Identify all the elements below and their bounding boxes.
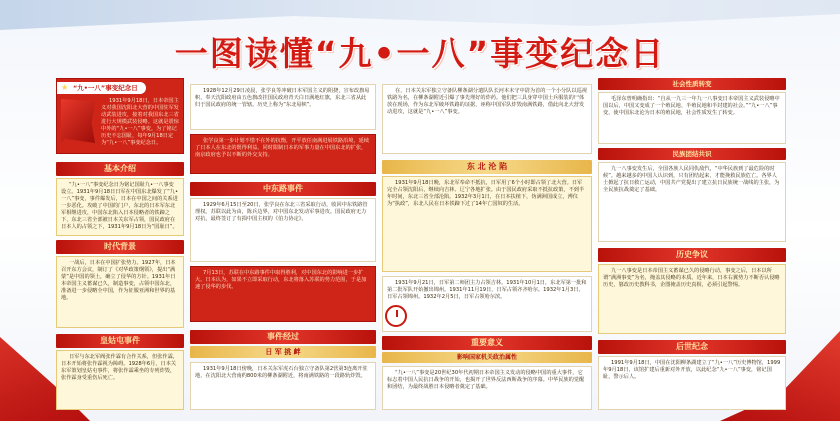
basic-intro-text: “九•一八”事变纪念日为铭记国耻九•一八事变设立。1931年9月18日日军在中国东北爆发了“九•一八”事变，事件爆发后，日本在中国之间的关系进一步恶化。攻破了中国的门户，东北的日本军东北军相继进攻，中国东北陷入日本侵略者的铁蹄之下，东北三省全部被日本关东军占领，国民政府在日本人的占领之下，1931年9月18日为“国耻日”。: [61, 182, 179, 230]
fall-text: 1931年9月18日晚，东北军奉命不抵抗，日军用了6个小时即占领了北大营。日军完全占领沈阳后，继续向吉林、辽宁各地扩张。由于国民政府采取不抵抗政策，不到半年时间，东北三省全部沦陷。1932年3月1日，在日本扶植下，伪满洲国成立，溥仪为“执政”，东北人民在日本铁蹄下过了14年亡国奴的生活。: [387, 180, 585, 207]
unity-tab-label: 民族团结共识: [672, 150, 712, 158]
section-head-memorial-label: 后世纪念: [676, 342, 708, 351]
dispute-text: 九一八事变是日本帝国主义蓄谋已久的侵略行动，事变之后，日本以所谓“满洲事变”为名，掩盖其侵略的本质。近年来，日本右翼势力不断否认侵略历史，篡改历史教科书，企图掩盖历史真相，必须引起警惕。: [603, 268, 780, 288]
section-head-basic: [56, 162, 184, 176]
section-head-dispute: [598, 248, 786, 262]
party-flag-icon: [61, 99, 95, 143]
anniversary-tab: [57, 82, 146, 94]
title-area: [0, 28, 840, 72]
section-head-cer-label: 中东路事件: [263, 184, 303, 193]
zhang-policy-text: 张学良第一步计划不惜不在外的抗衡，开平放任南满进展铁路沿境，延续了日本人在东北的既得利益。同时限制日本的军事力量在中国东北的扩张，南京政府也予以不断的外交支持。: [195, 138, 370, 158]
cer-text: 1929年6月15日至20日，张学良在东北三省采取行动，收回中东铁路管理权。苏联以此为由，陈兵边界，对中国东北发动军事进攻。国民政府无力对抗，最终签订了有损中国主权的《伯力协定》。: [195, 202, 368, 222]
column-4: [598, 78, 786, 416]
intro-panel: [56, 78, 184, 154]
section-head-fall: [382, 160, 592, 174]
page-title: 一图读懂“九•一八”事变纪念日: [174, 34, 666, 73]
cer-result-panel: [190, 266, 376, 322]
zhang-policy-panel: [190, 134, 376, 174]
star-icon: ★: [61, 83, 69, 92]
flag-change-text: 1928年12月29日凌晨，张学良等冲破日本军国主义的阻挠，宣布改旗易帜，奉天沈阳政府由五色旗改挂国民政府青天白日满地红旗，东北三省从此归于国民政府的统一管辖。历史上称为“东北易帜”。: [195, 88, 370, 108]
provocation-panel: [190, 362, 376, 410]
background-panel: [56, 256, 184, 328]
section-head-cer: [190, 182, 376, 196]
section-head-significance-label: 重要意义: [471, 338, 503, 347]
background-text: 一战后，日本在中国扩张势力。1927年，日本召开东方会议，制订了《对华政策纲领》，提出“满蒙”是中国的领土，确立了侵华的方针。1931年日本帝国主义蓄谋已久，制造事变，占领中国东北，准备进一步侵略全中国，作为征服亚洲和世界的基地。: [61, 260, 176, 301]
column-3: [382, 78, 592, 416]
section-head-background-label: 时代背景: [104, 242, 136, 251]
section-head-significance: [382, 336, 592, 350]
society-tab-label: 社会性质转变: [672, 80, 712, 88]
section-head-background: [56, 240, 184, 254]
fall-panel: [382, 176, 592, 272]
section-head-process: [190, 330, 376, 344]
cer-panel: [190, 198, 376, 262]
content-board: [56, 78, 786, 416]
society-tab: [598, 78, 786, 90]
huanggutun-text: 日军与东北军阀张作霖有合作关系，但张作霖，日本开始将张作霖视为障碍。1928年6月，日本关东军策划皇姑屯事件，将张作霖乘坐的专列炸毁，张作霖身受重伤后死亡。: [61, 354, 178, 381]
section-head-process-label: 事件经过: [267, 332, 299, 341]
provocation-subhead: [190, 346, 376, 358]
anniversary-text: 1931年9月18日，日本帝国主义对我国沈阳北大营的中国驻军发动武装进攻，接着对我国东北三省进行大规模武装侵略。这就是震惊中外的“九•一八”事变。为了铭记历史不忘国耻，每年9月18日定为“九•一八”事变纪念日。: [101, 98, 179, 146]
section-head-huanggutun-label: 皇姑屯事件: [100, 336, 140, 345]
memorial-text: 1991年9月18日，中国在沈阳柳条湖建立了“九•一八”历史博物馆，1999年9月18日，该馆扩建后重新对外开放，以此纪念“九•一八”事变，铭记国耻，警示后人。: [603, 360, 781, 380]
column-1: [56, 78, 184, 416]
memorial-panel: [598, 356, 786, 410]
society-panel: [598, 92, 786, 144]
significance-tab: [382, 352, 592, 363]
provocation-text: 1931年9月18日傍晚，日本关东军虎石台独立守备队第2营第3连离开驻地，在沈阳北大营南约800米的柳条湖附近，将南满铁路的一段路轨炸毁。: [195, 366, 368, 379]
dispute-panel: [598, 264, 786, 334]
unity-panel: [598, 162, 786, 242]
fall-timeline-panel: [382, 276, 592, 332]
column-2: [190, 78, 376, 416]
basic-intro-panel: [56, 178, 184, 236]
section-head-huanggutun: [56, 334, 184, 348]
section-head-dispute-label: 历史争议: [676, 250, 708, 259]
unity-text: 九一八事变发生后，全国各族人民同仇敌忾，“中华民族到了最危险的时候”。越来越多的中国人认识到，只有团结起来，才能挽救民族危亡。各界人士掀起了抗日救亡运动，中国共产党提出了建立抗日民族统一战线的主张，为全民族抗战奠定了基础。: [603, 166, 780, 193]
huanggutun-panel: [56, 350, 184, 410]
fall-timeline-text: 1931年9月21日，日军第二师团主力占领吉林。1931年10月1日，东北军第一批和第二批军队开始撤出锦州。1931年11月19日，日军占领齐齐哈尔。1932年1月3日，日军占领锦州。1932年2月5日，日军占领哈尔滨。: [387, 280, 587, 300]
anniversary-tab-label: “九•一八”事变纪念日: [73, 84, 138, 92]
significance-text: “九•一八”事变是20世纪30年代初期日本帝国主义发动的侵略中国的重大事件，它标志着中国人民抗日战争的开始，也揭开了世界反法西斯战争的序幕。中华民族的觉醒和团结，为最终战胜日本侵略者奠定了基础。: [387, 370, 585, 390]
flag-change-panel: [190, 84, 376, 130]
liutiaohu-panel: [382, 84, 592, 154]
unity-tab: [598, 148, 786, 160]
significance-panel: [382, 366, 592, 410]
society-text: 毛泽东曾明确指出：“自从一九三一年九一八事变日本帝国主义武装侵略中国以后，中国又变成了一个殖民地、半殖民地和半封建的社会。”“九•一八”事变，使中国东北沦为日本的殖民地，社会性质发生了转变。: [603, 96, 780, 116]
provocation-subhead-label: 日 军 挑 衅: [265, 348, 301, 356]
cer-result-text: 7月13日，苏联在中东路事件中取得胜利，对中国东北的影响进一步扩大。日本认为，如果不立即采取行动，东北将落入苏联的势力范围，于是加速了侵华的步伐。: [195, 270, 367, 290]
significance-tab-label: 影响国家机关政治属性: [456, 354, 517, 361]
section-head-memorial: [598, 340, 786, 354]
section-head-basic-label: 基本介绍: [104, 164, 136, 173]
section-head-fall-label: 东 北 沦 陷: [466, 162, 508, 171]
liutiaohu-text: 在，日本关东军独立守备队柳条湖分遣队队长河本末守中尉为首的一个小分队以巡视铁路为名，在柳条湖附近引爆了事先埋好的炸药。他们把三具身穿中国士兵服装的尸体放在现场，作为东北军破坏铁路的证据，诬称中国军队炸毁南满铁路，借此向北大营发动进攻，这就是“九•一八”事变。: [387, 88, 587, 115]
clock-icon: [385, 305, 407, 327]
